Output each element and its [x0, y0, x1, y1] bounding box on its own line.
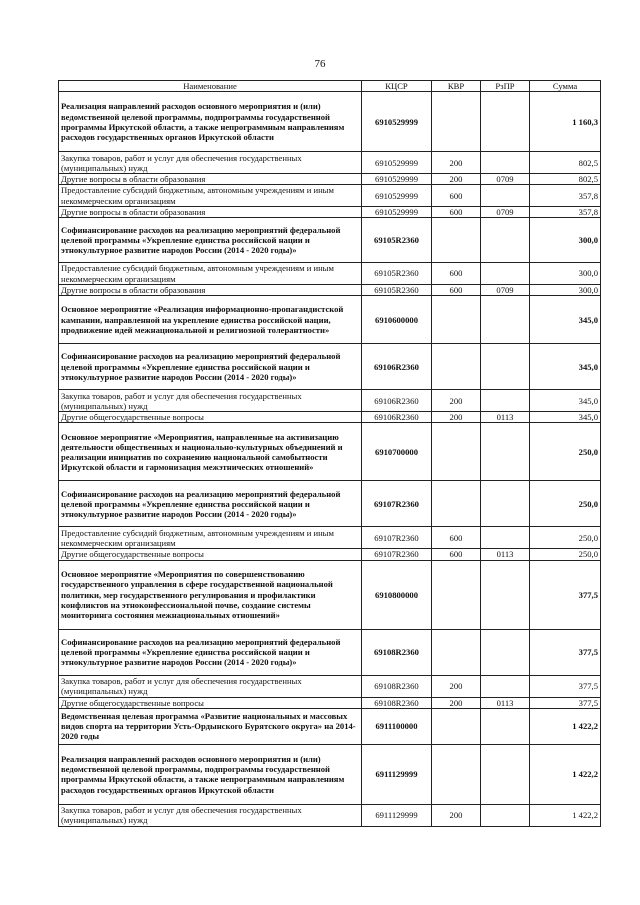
table-row: [59, 390, 601, 412]
table-row: [59, 152, 601, 174]
row-rzpr-cell: 0709: [481, 285, 530, 296]
row-rzpr-cell: [481, 390, 530, 412]
row-rzpr-cell: [481, 708, 530, 744]
row-kvr-cell: 600: [432, 549, 481, 560]
row-kcsr-cell: 69105R2360: [362, 218, 432, 263]
table-row: [59, 174, 601, 185]
row-name-cell: Реализация направлений расходов основного мероприятия и (или) ведомственной целевой программы, подпрограммы государственной программы Иркутской области, а также непрограммным направлениям расходов государственных органов Иркутской области: [59, 744, 362, 804]
row-name-cell: Основное мероприятие «Реализация информационно-пропагандистской кампании, направленной на укрепление единства российской нации, продвижение идей межнациональной и религиозной толерантности»: [59, 296, 362, 344]
row-sum-cell: 250,0: [530, 527, 601, 549]
row-kvr-cell: [432, 296, 481, 344]
column-header-rzpr: РзПР: [481, 81, 530, 92]
row-kcsr-cell: 69105R2360: [362, 285, 432, 296]
row-kcsr-cell: 6910800000: [362, 560, 432, 629]
row-name-cell: Другие вопросы в области образования: [59, 206, 362, 217]
row-kcsr-cell: 69108R2360: [362, 629, 432, 675]
page-number: 76: [314, 58, 326, 70]
row-kcsr-cell: 6910529999: [362, 206, 432, 217]
row-kcsr-cell: 6911129999: [362, 744, 432, 804]
row-kvr-cell: [432, 423, 481, 481]
table-row: [59, 206, 601, 217]
table-row: [59, 527, 601, 549]
row-kcsr-cell: 69106R2360: [362, 412, 432, 423]
row-name-cell: Основное мероприятие «Мероприятия по совершенствованию государственного управления в сфере государственной национальной политики, мер государственного регулирования и профилактики конфликтов на этноконфессиональной почве, создание системы мониторинга состояния межнациональных отношений»: [59, 560, 362, 629]
row-kcsr-cell: 69106R2360: [362, 390, 432, 412]
row-name-cell: Закупка товаров, работ и услуг для обеспечения государственных (муниципальных) нужд: [59, 675, 362, 697]
table-row: [59, 296, 601, 344]
row-rzpr-cell: [481, 152, 530, 174]
row-kvr-cell: 200: [432, 152, 481, 174]
row-rzpr-cell: 0709: [481, 174, 530, 185]
column-header-sum: Сумма: [530, 81, 601, 92]
row-sum-cell: 802,5: [530, 174, 601, 185]
table-row: [59, 708, 601, 744]
row-sum-cell: 1 422,2: [530, 708, 601, 744]
row-sum-cell: 250,0: [530, 423, 601, 481]
row-kvr-cell: [432, 560, 481, 629]
column-header-kcsr: КЦСР: [362, 81, 432, 92]
row-sum-cell: 377,5: [530, 560, 601, 629]
table-row: [59, 481, 601, 527]
row-kvr-cell: [432, 481, 481, 527]
row-kvr-cell: [432, 708, 481, 744]
row-kcsr-cell: 6911129999: [362, 804, 432, 826]
row-name-cell: Предоставление субсидий бюджетным, автономным учреждениям и иным некоммерческим организациям: [59, 527, 362, 549]
row-name-cell: Ведомственная целевая программа «Развитие национальных и массовых видов спорта на территории Усть-Ордынского Бурятского округа» на 2014-2020 годы: [59, 708, 362, 744]
row-rzpr-cell: 0113: [481, 697, 530, 708]
row-sum-cell: 1 422,2: [530, 804, 601, 826]
row-sum-cell: 377,5: [530, 629, 601, 675]
row-name-cell: Другие вопросы в области образования: [59, 174, 362, 185]
table-row: [59, 744, 601, 804]
row-sum-cell: 1 160,3: [530, 92, 601, 152]
row-rzpr-cell: [481, 218, 530, 263]
row-rzpr-cell: 0709: [481, 206, 530, 217]
row-name-cell: Предоставление субсидий бюджетным, автономным учреждениям и иным некоммерческим организациям: [59, 263, 362, 285]
row-name-cell: Реализация направлений расходов основного мероприятия и (или) ведомственной целевой программы, подпрограммы государственной программы Иркутской области, а также непрограммным направлениям расходов государственных органов Иркутской области: [59, 92, 362, 152]
row-kvr-cell: 200: [432, 697, 481, 708]
table-row: [59, 344, 601, 390]
row-kvr-cell: [432, 92, 481, 152]
row-name-cell: Закупка товаров, работ и услуг для обеспечения государственных (муниципальных) нужд: [59, 804, 362, 826]
row-kvr-cell: 200: [432, 390, 481, 412]
row-sum-cell: 345,0: [530, 390, 601, 412]
column-header-name: Наименование: [59, 81, 362, 92]
table-row: [59, 549, 601, 560]
row-sum-cell: 250,0: [530, 481, 601, 527]
table-row: [59, 697, 601, 708]
row-kvr-cell: [432, 629, 481, 675]
row-sum-cell: 345,0: [530, 296, 601, 344]
row-kcsr-cell: 6910600000: [362, 296, 432, 344]
row-rzpr-cell: [481, 744, 530, 804]
row-kcsr-cell: 69107R2360: [362, 527, 432, 549]
table-row: [59, 804, 601, 826]
row-kvr-cell: 600: [432, 185, 481, 206]
row-kvr-cell: [432, 218, 481, 263]
row-kvr-cell: [432, 344, 481, 390]
row-sum-cell: 802,5: [530, 152, 601, 174]
table-row: [59, 92, 601, 152]
row-name-cell: Другие общегосударственные вопросы: [59, 549, 362, 560]
row-sum-cell: 300,0: [530, 285, 601, 296]
row-kcsr-cell: 6911100000: [362, 708, 432, 744]
row-sum-cell: 345,0: [530, 412, 601, 423]
column-header-kvr: КВР: [432, 81, 481, 92]
header-row: [59, 81, 601, 92]
row-rzpr-cell: [481, 185, 530, 206]
row-kvr-cell: 200: [432, 804, 481, 826]
row-kcsr-cell: 6910529999: [362, 92, 432, 152]
row-sum-cell: 377,5: [530, 697, 601, 708]
row-kvr-cell: 600: [432, 527, 481, 549]
row-kcsr-cell: 69107R2360: [362, 481, 432, 527]
row-rzpr-cell: 0113: [481, 549, 530, 560]
row-name-cell: Другие вопросы в области образования: [59, 285, 362, 296]
table-row: [59, 629, 601, 675]
row-sum-cell: 300,0: [530, 218, 601, 263]
table-row: [59, 412, 601, 423]
row-sum-cell: 357,8: [530, 185, 601, 206]
row-kcsr-cell: 69105R2360: [362, 263, 432, 285]
row-name-cell: Софинансирование расходов на реализацию мероприятий федеральной целевой программы «Укрепление единства российской нации и этнокультурное развитие народов России (2014 - 2020 годы)»: [59, 481, 362, 527]
table-header: [59, 81, 601, 92]
row-name-cell: Закупка товаров, работ и услуг для обеспечения государственных (муниципальных) нужд: [59, 152, 362, 174]
row-rzpr-cell: [481, 481, 530, 527]
row-kvr-cell: 200: [432, 174, 481, 185]
row-kcsr-cell: 6910529999: [362, 185, 432, 206]
table-row: [59, 285, 601, 296]
row-rzpr-cell: [481, 675, 530, 697]
table-row: [59, 185, 601, 206]
row-rzpr-cell: [481, 92, 530, 152]
row-name-cell: Другие общегосударственные вопросы: [59, 697, 362, 708]
table-row: [59, 263, 601, 285]
row-name-cell: Предоставление субсидий бюджетным, автономным учреждениям и иным некоммерческим организациям: [59, 185, 362, 206]
row-rzpr-cell: [481, 804, 530, 826]
row-sum-cell: 345,0: [530, 344, 601, 390]
table-row: [59, 560, 601, 629]
row-kvr-cell: 600: [432, 263, 481, 285]
row-name-cell: Другие общегосударственные вопросы: [59, 412, 362, 423]
row-kcsr-cell: 6910529999: [362, 174, 432, 185]
table-body: [59, 92, 601, 827]
row-kvr-cell: 200: [432, 412, 481, 423]
budget-table: [58, 80, 601, 827]
row-kcsr-cell: 6910529999: [362, 152, 432, 174]
row-name-cell: Софинансирование расходов на реализацию мероприятий федеральной целевой программы «Укрепление единства российской нации и этнокультурное развитие народов России (2014 - 2020 годы)»: [59, 218, 362, 263]
row-sum-cell: 250,0: [530, 549, 601, 560]
table-row: [59, 423, 601, 481]
row-rzpr-cell: [481, 629, 530, 675]
row-sum-cell: 377,5: [530, 675, 601, 697]
table-row: [59, 218, 601, 263]
row-name-cell: Закупка товаров, работ и услуг для обеспечения государственных (муниципальных) нужд: [59, 390, 362, 412]
row-name-cell: Софинансирование расходов на реализацию мероприятий федеральной целевой программы «Укрепление единства российской нации и этнокультурное развитие народов России (2014 - 2020 годы)»: [59, 629, 362, 675]
row-rzpr-cell: [481, 423, 530, 481]
row-kvr-cell: 600: [432, 285, 481, 296]
row-rzpr-cell: [481, 527, 530, 549]
row-rzpr-cell: 0113: [481, 412, 530, 423]
row-kcsr-cell: 69107R2360: [362, 549, 432, 560]
table-row: [59, 675, 601, 697]
row-name-cell: Софинансирование расходов на реализацию мероприятий федеральной целевой программы «Укрепление единства российской нации и этнокультурное развитие народов России (2014 - 2020 годы)»: [59, 344, 362, 390]
row-kvr-cell: 200: [432, 675, 481, 697]
row-kcsr-cell: 69106R2360: [362, 344, 432, 390]
row-kvr-cell: [432, 744, 481, 804]
row-kvr-cell: 600: [432, 206, 481, 217]
row-rzpr-cell: [481, 263, 530, 285]
row-rzpr-cell: [481, 296, 530, 344]
row-sum-cell: 1 422,2: [530, 744, 601, 804]
row-kcsr-cell: 6910700000: [362, 423, 432, 481]
row-rzpr-cell: [481, 560, 530, 629]
row-kcsr-cell: 69108R2360: [362, 675, 432, 697]
row-sum-cell: 300,0: [530, 263, 601, 285]
row-rzpr-cell: [481, 344, 530, 390]
row-name-cell: Основное мероприятие «Мероприятия, направленные на активизацию деятельности общественных и национально-культурных объединений и реализации инициатив по сохранению национальной самобытности Иркутской области и гармонизация межэтнических отношений»: [59, 423, 362, 481]
row-sum-cell: 357,8: [530, 206, 601, 217]
row-kcsr-cell: 69108R2360: [362, 697, 432, 708]
